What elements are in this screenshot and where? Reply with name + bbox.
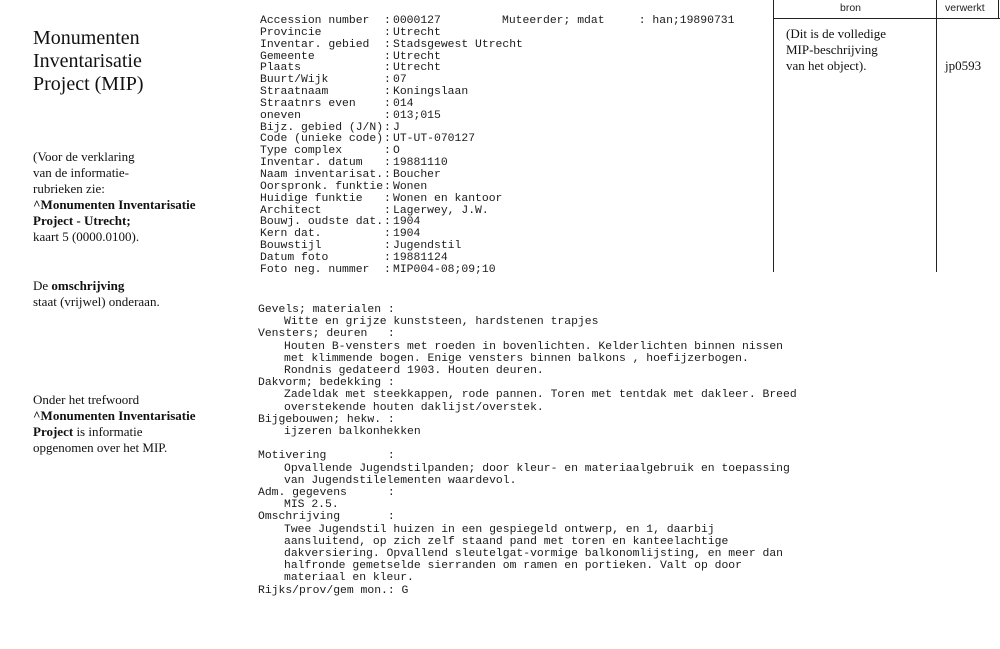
field-row (260, 99, 523, 111)
field-value: MIP004-08;09;10 (393, 263, 496, 276)
description-section (258, 450, 797, 487)
field-colon: : (384, 157, 391, 170)
field-value: Jugendstil (393, 240, 462, 253)
source-box (773, 0, 999, 272)
verwerkt-header: verwerkt (945, 2, 985, 14)
field-value: Wonen en kantoor (393, 192, 503, 205)
field-colon: : (384, 192, 391, 205)
note-bold: ^Monumenten Inventarisatie (33, 408, 196, 423)
field-colon: : (384, 228, 391, 241)
field-value: 07 (393, 74, 407, 87)
section-text: Zadeldak met steekkappen, rode pannen. Toren met tentdak met dakleer. Breed (284, 389, 797, 402)
title-line: Monumenten (33, 27, 140, 49)
field-value: Lagerwey, J.W. (393, 204, 489, 217)
field-value: Koningslaan (393, 86, 469, 99)
section-text: halfronde gemetselde sierranden om ramen en portieken. Valt op door (284, 560, 742, 573)
field-value: Utrecht (393, 50, 441, 63)
field-colon: : (384, 251, 391, 264)
field-value: 1904 (393, 228, 421, 241)
field-colon: : (384, 145, 391, 158)
description-section (258, 377, 797, 414)
description-sections (258, 304, 797, 597)
reference-note (33, 149, 195, 245)
title-line: Inventarisatie (33, 50, 142, 72)
field-label: Plaats (260, 62, 302, 75)
description-section (258, 511, 797, 584)
field-label: Bouwj. oudste dat. (260, 216, 384, 229)
note-line: kaart 5 (0000.0100). (33, 229, 140, 244)
field-label: Muteerder; mdat (502, 15, 605, 27)
field-colon: : (384, 26, 391, 39)
section-label: Omschrijving : (258, 511, 395, 524)
field-colon: : (384, 263, 391, 276)
field-value: han;19890731 (652, 15, 735, 27)
field-label: Gemeente (260, 50, 315, 63)
section-text: Twee Jugendstil huizen in een gespiegeld ontwerp, en 1, daarbij (284, 523, 715, 536)
field-colon: : (384, 204, 391, 217)
field-label: Straatnaam (260, 86, 329, 99)
section-text: van Jugendstilelementen waardevol. (284, 474, 517, 487)
field-value: Stadsgewest Utrecht (393, 38, 523, 51)
field-colon: : (384, 109, 391, 122)
field-value: Boucher (393, 168, 441, 181)
field-list (260, 16, 523, 277)
section-label: Adm. gegevens : (258, 487, 395, 500)
section-text: Rondnis gedateerd 1903. Houten deuren. (284, 365, 544, 378)
section-text: ijzeren balkonhekken (284, 426, 421, 439)
field-label: Huidige funktie (260, 192, 363, 205)
field-colon: : (384, 15, 391, 27)
field-label: Oorspronk. funktie (260, 180, 384, 193)
field-value: Utrecht (393, 62, 441, 75)
field-value: 19881110 (393, 157, 448, 170)
description-section (258, 487, 797, 511)
spacer (258, 438, 797, 450)
field-label: Code (unieke code) (260, 133, 384, 146)
field-label: oneven (260, 109, 302, 122)
note-line: (Voor de verklaring (33, 149, 135, 164)
field-colon: : (384, 121, 391, 134)
section-label: Gevels; materialen : (258, 304, 395, 316)
note-text: De (33, 278, 52, 293)
field-value: 1904 (393, 216, 421, 229)
section-text: MIS 2.5. (284, 499, 339, 512)
divider (774, 18, 1000, 19)
section-text: Opvallende Jugendstilpanden; door kleur- en materiaalgebruik en toepassing (284, 462, 790, 475)
field-label: Foto neg. nummer (260, 263, 370, 276)
field-label: Bijz. gebied (J/N) (260, 121, 384, 134)
field-label: Bouwstijl (260, 240, 322, 253)
field-label: Inventar. gebied (260, 38, 370, 51)
description-section (258, 414, 797, 438)
verwerkt-value: jp0593 (945, 58, 982, 73)
section-label: Motivering : (258, 450, 395, 463)
note-line: staat (vrijwel) onderaan. (33, 294, 160, 309)
field-colon: : (384, 74, 391, 87)
field-value: UT-UT-070127 (393, 133, 476, 146)
divider (936, 0, 937, 272)
field-value: Wonen (393, 180, 428, 193)
field-label: Provincie (260, 26, 322, 39)
field-colon: : (638, 15, 646, 27)
bron-line: (Dit is de volledige (786, 26, 887, 41)
note-line: Onder het trefwoord (33, 392, 140, 407)
section-text: overstekende houten daklijst/overstek. (284, 401, 544, 414)
bron-line: MIP-beschrijving (786, 42, 878, 57)
description-section (258, 328, 797, 377)
description-section (258, 304, 797, 328)
note-text: is informatie (73, 424, 143, 439)
section-label: Dakvorm; bedekking : (258, 377, 395, 390)
field-colon: : (384, 38, 391, 51)
field-colon: : (384, 50, 391, 63)
field-row (260, 40, 523, 52)
note-line: rubrieken zie: (33, 181, 105, 196)
field-value: 0000127 (393, 15, 441, 27)
field-value: Utrecht (393, 26, 441, 39)
section-text: aansluitend, op zich zelf staand pand met toren en kanteelachtige (284, 535, 729, 548)
field-label: Buurt/Wijk (260, 74, 329, 87)
field-colon: : (384, 133, 391, 146)
bron-text (786, 26, 886, 74)
document-title (33, 27, 144, 96)
field-colon: : (384, 168, 391, 181)
bron-header: bron (840, 2, 862, 14)
field-value: O (393, 145, 400, 158)
note-bold: ^Monumenten Inventarisatie (33, 197, 196, 212)
note-bold: Project (33, 424, 74, 439)
note-line: van de informatie- (33, 165, 130, 180)
keyword-note (33, 392, 195, 456)
field-colon: : (384, 216, 391, 229)
section-text: Houten B-vensters met roeden in bovenlichten. Kelderlichten binnen nissen (284, 340, 783, 353)
field-value: 013;015 (393, 109, 441, 122)
field-value: J (393, 121, 400, 134)
field-label: Inventar. datum (260, 157, 363, 170)
field-value: 19881124 (393, 251, 448, 264)
field-label: Straatnrs even (260, 97, 356, 110)
note-bold: Project - Utrecht; (33, 213, 131, 228)
field-label: Type complex (260, 145, 343, 158)
section-text: dakversiering. Opvallend sleutelgat-vormige balkonomlijsting, en meer dan (284, 548, 783, 561)
field-label: Kern dat. (260, 228, 322, 241)
field-row (260, 265, 523, 277)
field-colon: : (384, 62, 391, 75)
field-row (260, 253, 523, 265)
field-label: Accession number (260, 15, 370, 27)
section-label: Bijgebouwen; hekw. : (258, 413, 395, 426)
note-bold: omschrijving (51, 278, 125, 293)
field-colon: : (384, 86, 391, 99)
field-label: Naam inventarisat. (260, 168, 384, 181)
field-label: Datum foto (260, 251, 329, 264)
monument-status: Rijks/prov/gem mon.: G (258, 584, 409, 597)
bron-line: van het object). (786, 58, 867, 73)
field-row (260, 182, 523, 194)
field-value: 014 (393, 97, 414, 110)
field-colon: : (384, 97, 391, 110)
field-row (260, 28, 523, 40)
field-colon: : (384, 240, 391, 253)
section-text: met klimmende bogen. Enige vensters binnen balkons , hoefijzerbogen. (284, 352, 749, 365)
muteerder-field (502, 16, 734, 28)
field-colon: : (384, 180, 391, 193)
section-text: Witte en grijze kunststeen, hardstenen trapjes (284, 316, 599, 329)
field-row (260, 194, 523, 206)
section-label: Vensters; deuren : (258, 328, 395, 341)
note-line: opgenomen over het MIP. (33, 440, 168, 455)
title-line: Project (MIP) (33, 73, 144, 95)
field-row (260, 111, 523, 123)
field-label: Architect (260, 204, 322, 217)
divider (998, 0, 999, 18)
description-note (33, 278, 160, 310)
section-text: materiaal en kleur. (284, 572, 414, 585)
